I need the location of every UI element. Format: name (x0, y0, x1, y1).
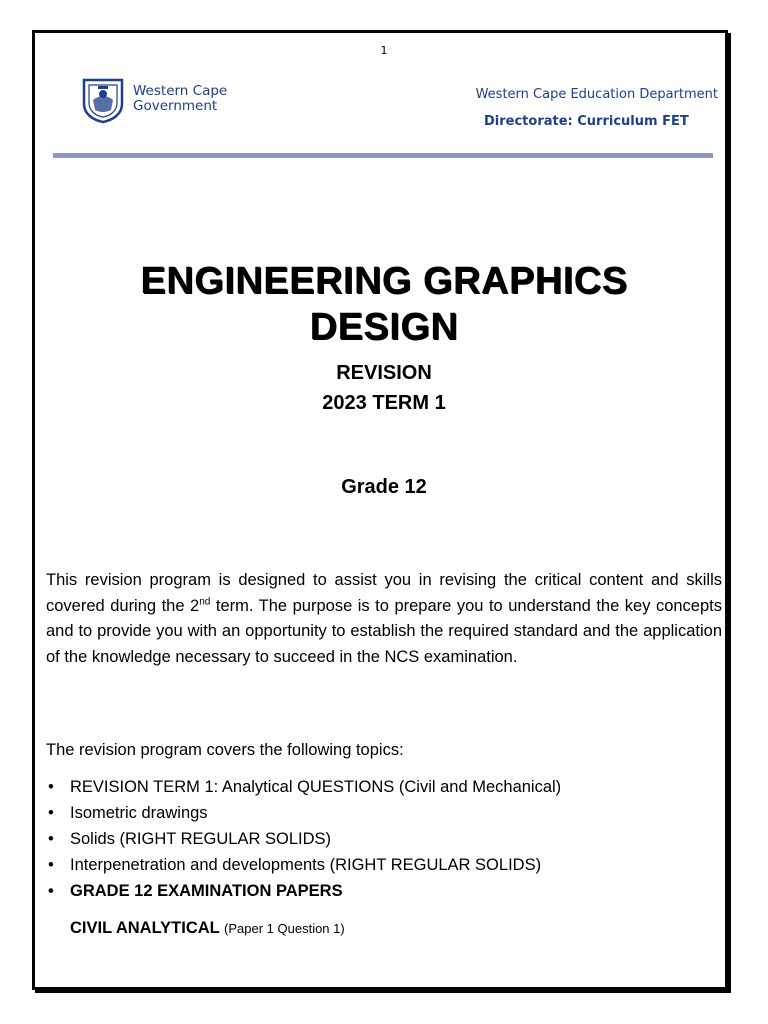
logo-text-line1: Western Cape (133, 83, 228, 99)
topics-lead: The revision program covers the following topics: (46, 741, 404, 759)
intro-paragraph (46, 568, 722, 670)
topic-text: Solids (RIGHT REGULAR SOLIDS) (70, 830, 332, 848)
intro-superscript: nd (199, 596, 211, 607)
header-divider (53, 153, 713, 158)
title-line2: DESIGN (309, 306, 459, 348)
intro-part1: This revision program is designed to assist you in revising the critical content and skills covered during the 2 (46, 571, 722, 615)
civil-label: CIVIL ANALYTICAL (70, 919, 220, 937)
document-title (0, 258, 768, 350)
list-item (46, 852, 561, 878)
coat-of-arms-icon (78, 76, 128, 124)
term-label: 2023 TERM 1 (322, 392, 446, 414)
bullet-icon: • (48, 804, 54, 822)
list-item (46, 800, 561, 826)
civil-analytical-heading (70, 919, 345, 938)
bullet-icon: • (48, 778, 54, 796)
topic-text: REVISION TERM 1: Analytical QUESTIONS (Civil and Mechanical) (70, 778, 562, 796)
department-name: Western Cape Education Department (475, 87, 718, 102)
logo-text-line2: Government (133, 98, 218, 114)
topics-list (46, 774, 561, 904)
topic-text: Isometric drawings (70, 804, 208, 822)
revision-label: REVISION (336, 362, 432, 384)
civil-paren: (Paper 1 Question 1) (224, 921, 345, 936)
list-item (46, 774, 561, 800)
page-number: 1 (380, 44, 388, 57)
title-line1: ENGINEERING GRAPHICS (140, 260, 628, 302)
grade-label: Grade 12 (341, 476, 427, 498)
directorate-name: Directorate: Curriculum FET (484, 114, 689, 129)
intro-part2: term. The purpose is to prepare you to understand the key concepts and to provide you with an opportunity to establish the required standard and the application of the knowledge necessary to succeed in the NCS examination. (46, 596, 722, 666)
topic-text: GRADE 12 EXAMINATION PAPERS (70, 882, 343, 900)
bullet-icon: • (48, 830, 54, 848)
list-item (46, 826, 561, 852)
topic-text: Interpenetration and developments (RIGHT REGULAR SOLIDS) (70, 856, 542, 874)
bullet-icon: • (48, 882, 54, 900)
western-cape-government-logo (78, 76, 248, 124)
bullet-icon: • (48, 856, 54, 874)
list-item (46, 878, 561, 904)
